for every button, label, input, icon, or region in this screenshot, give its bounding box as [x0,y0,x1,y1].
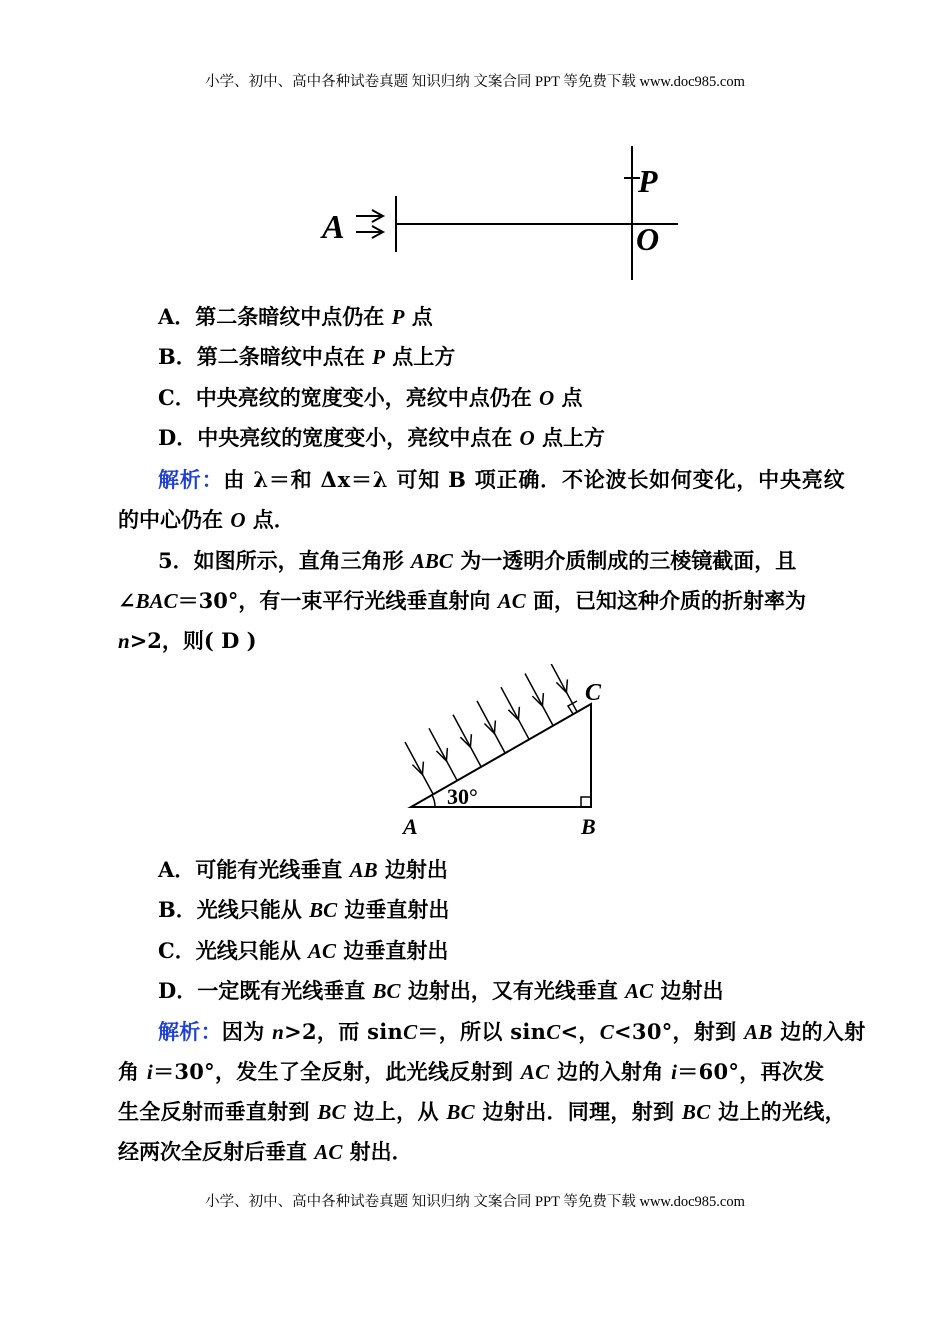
q5-answer: D [221,628,240,653]
incident-ray [549,664,577,712]
q4-option-d: D．中央亮纹的宽度变小，亮纹中点在 O 点上方 [158,425,606,450]
q5-option-b: B．光线只能从 BC 边垂直射出 [158,897,450,922]
angle-label: 30° [447,784,478,809]
q5-analysis-line2: 角 i＝30°，发生了全反射，此光线反射到 AC 边的入射角 i＝60°，再次发 [118,1059,825,1084]
q5-analysis-line4: 经两次全反射后垂直 AC 射出． [118,1139,413,1164]
page-header: 小学、初中、高中各种试卷真题 知识归纳 文案合同 PPT 等免费下载 www.doc985.com [205,74,745,90]
page-footer: 小学、初中、高中各种试卷真题 知识归纳 文案合同 PPT 等免费下载 www.doc985.com [205,1194,745,1210]
q5-analysis-line1: 解析：因为 n>2，而 sinC＝，所以 sinC<，C<30°，射到 AB 边的入射 [158,1019,866,1044]
incident-rays [405,664,577,794]
fig1-label-o: O [636,221,660,257]
q4-option-a: A．第二条暗纹中点仍在 P 点 [158,304,433,329]
fig2-label-b: B [581,814,596,839]
q5-stem-line2: ∠BAC＝30°，有一束平行光线垂直射向 AC 面，已知这种介质的折射率为 [118,588,807,613]
q5-stem-line1: 5．如图所示，直角三角形 ABC 为一透明介质制成的三棱镜截面，且 [158,548,797,573]
fig2-label-c: C [585,680,602,706]
q4-analysis-line1: 解析：由 λ＝和 Δx＝λ 可知 B 项正确．不论波长如何变化，中央亮纹 [158,467,846,492]
figure-double-slit [318,140,688,285]
incident-ray [405,742,433,794]
incident-arrows [356,210,383,238]
q4-option-c: C．中央亮纹的宽度变小，亮纹中点仍在 O 点 [158,385,583,410]
angle-arc [432,795,435,807]
q4-option-b: B．第二条暗纹中点在 P 点上方 [158,344,456,369]
q5-stem-line3: n>2，则( D ) [118,628,257,653]
fig1-label-p: P [638,163,658,199]
incident-ray [477,701,505,753]
incident-ray [429,728,457,780]
q5-analysis-line3: 生全反射而垂直射到 BC 边上，从 BC 边射出．同理，射到 BC 边上的光线， [118,1099,846,1124]
incident-ray [525,674,553,726]
fig2-label-a: A [403,814,418,839]
q5-option-a: A．可能有光线垂直 AB 边射出 [158,857,448,882]
incident-ray [501,687,529,739]
q4-analysis-line2: 的中心仍在 O 点． [118,507,295,532]
q5-option-c: C．光线只能从 AC 边垂直射出 [158,938,449,963]
figure-prism [395,664,620,844]
prism-triangle [411,704,591,807]
q5-option-d: D．一定既有光线垂直 BC 边射出，又有光线垂直 AC 边射出 [158,978,724,1003]
right-angle-mark-b [581,797,591,807]
incident-ray [453,715,481,767]
fig1-label-a: A [322,209,345,246]
